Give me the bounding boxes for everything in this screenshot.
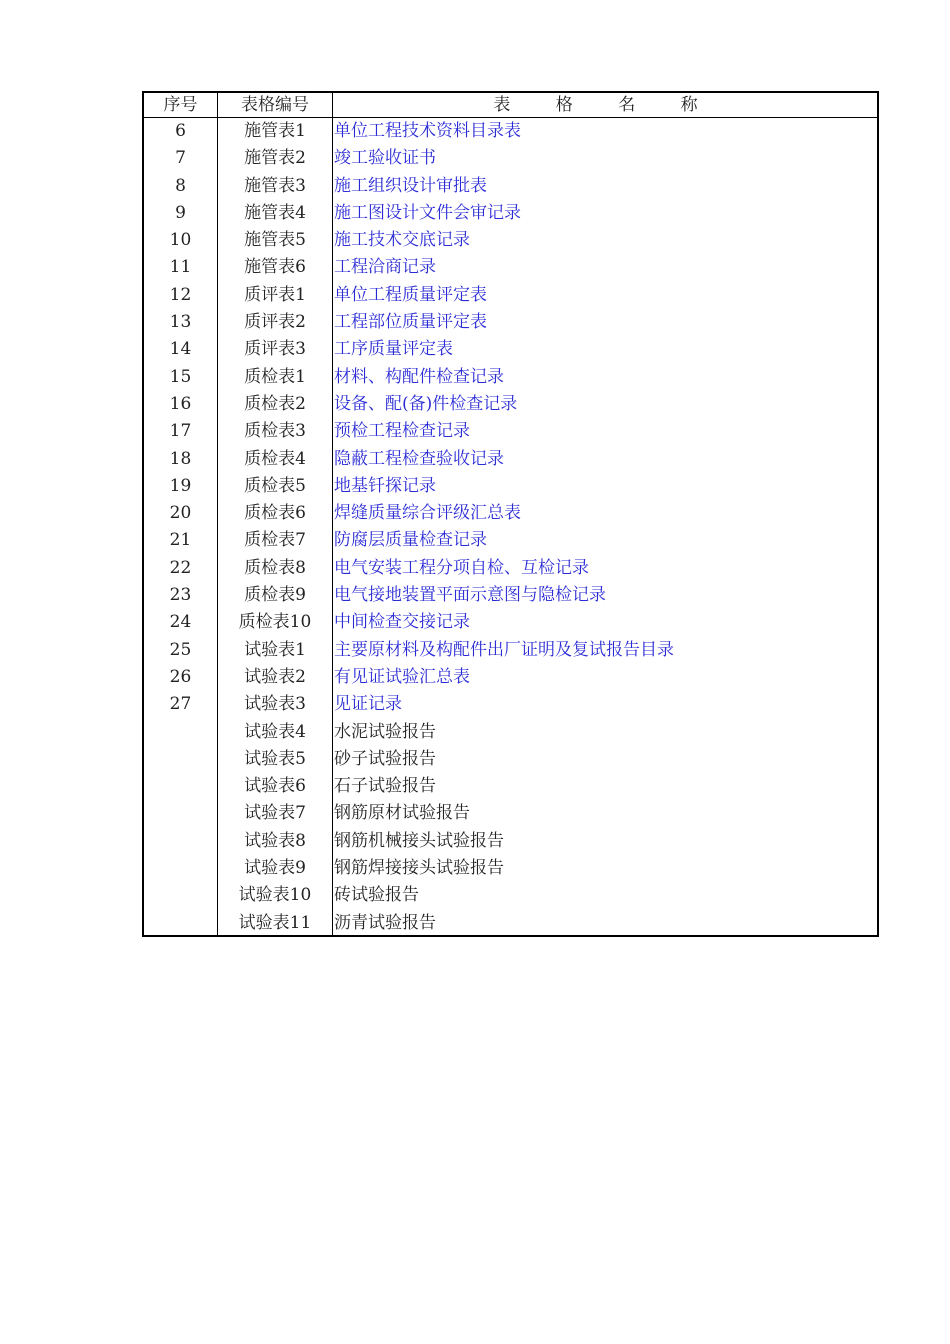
row-seq: 21 — [144, 527, 218, 554]
row-code: 试验表7 — [218, 800, 333, 827]
row-seq: 15 — [144, 364, 218, 391]
table-row — [144, 418, 877, 445]
header-name: 表 格 名 称 — [493, 95, 718, 115]
row-seq — [144, 828, 218, 855]
form-link[interactable]: 电气安装工程分项自检、互检记录 — [334, 557, 589, 578]
table-row — [144, 391, 877, 418]
form-link[interactable]: 电气接地装置平面示意图与隐检记录 — [334, 585, 606, 606]
row-name: 钢筋机械接头试验报告 — [334, 830, 504, 851]
form-link[interactable]: 预检工程检查记录 — [334, 421, 470, 442]
form-link[interactable]: 工序质量评定表 — [334, 339, 453, 360]
row-name: 沥青试验报告 — [334, 912, 436, 933]
row-seq: 20 — [144, 500, 218, 527]
form-link[interactable]: 单位工程技术资料目录表 — [334, 121, 521, 141]
row-seq: 22 — [144, 555, 218, 582]
forms-table — [142, 91, 879, 937]
row-seq: 18 — [144, 446, 218, 473]
form-link[interactable]: 主要原材料及构配件出厂证明及复试报告目录 — [334, 639, 674, 660]
table-row — [144, 828, 877, 855]
row-seq: 23 — [144, 582, 218, 609]
row-code: 施管表1 — [218, 118, 333, 145]
table-row — [144, 637, 877, 664]
row-seq — [144, 910, 218, 937]
table-row — [144, 173, 877, 200]
form-link[interactable]: 施工图设计文件会审记录 — [334, 202, 521, 223]
row-seq — [144, 773, 218, 800]
row-code: 施管表2 — [218, 145, 333, 172]
row-seq: 12 — [144, 282, 218, 309]
row-code: 试验表1 — [218, 637, 333, 664]
row-seq: 14 — [144, 336, 218, 363]
row-code: 施管表3 — [218, 173, 333, 200]
row-code: 质检表8 — [218, 555, 333, 582]
form-link[interactable]: 隐蔽工程检查验收记录 — [334, 448, 504, 469]
form-link[interactable]: 施工技术交底记录 — [334, 230, 470, 251]
table-body — [144, 118, 877, 937]
row-code: 质检表2 — [218, 391, 333, 418]
form-link[interactable]: 防腐层质量检查记录 — [334, 530, 487, 551]
row-code: 施管表5 — [218, 227, 333, 254]
row-code: 质检表1 — [218, 364, 333, 391]
row-code: 质评表1 — [218, 282, 333, 309]
row-name: 钢筋原材试验报告 — [334, 803, 470, 824]
table-row — [144, 336, 877, 363]
form-link[interactable]: 施工组织设计审批表 — [334, 175, 487, 196]
form-link[interactable]: 单位工程质量评定表 — [334, 284, 487, 305]
row-code: 试验表6 — [218, 773, 333, 800]
table-row — [144, 609, 877, 636]
table-row — [144, 910, 877, 937]
row-seq — [144, 800, 218, 827]
table-header — [144, 93, 877, 118]
table-row — [144, 227, 877, 254]
row-code: 试验表3 — [218, 691, 333, 718]
row-name: 钢筋焊接接头试验报告 — [334, 858, 504, 879]
row-name: 水泥试验报告 — [334, 721, 436, 742]
table-row — [144, 746, 877, 773]
table-row — [144, 800, 877, 827]
row-seq: 19 — [144, 473, 218, 500]
table-row — [144, 527, 877, 554]
row-seq: 24 — [144, 609, 218, 636]
row-seq: 10 — [144, 227, 218, 254]
form-link[interactable]: 设备、配(备)件检查记录 — [334, 393, 518, 414]
table-row — [144, 309, 877, 336]
form-link[interactable]: 工程洽商记录 — [334, 257, 436, 278]
row-code: 质检表3 — [218, 418, 333, 445]
table-row — [144, 364, 877, 391]
form-link[interactable]: 工程部位质量评定表 — [334, 312, 487, 333]
row-code: 试验表2 — [218, 664, 333, 691]
table-row — [144, 719, 877, 746]
row-seq: 26 — [144, 664, 218, 691]
row-code: 质评表3 — [218, 336, 333, 363]
row-code: 施管表4 — [218, 200, 333, 227]
row-seq — [144, 855, 218, 882]
table-row — [144, 555, 877, 582]
form-link[interactable]: 焊缝质量综合评级汇总表 — [334, 503, 521, 524]
row-seq: 16 — [144, 391, 218, 418]
row-seq: 27 — [144, 691, 218, 718]
row-seq — [144, 882, 218, 909]
table-row — [144, 773, 877, 800]
table-row — [144, 145, 877, 172]
form-link[interactable]: 竣工验收证书 — [334, 148, 436, 169]
row-code: 质评表2 — [218, 309, 333, 336]
header-code: 表格编号 — [218, 93, 333, 117]
row-name: 砂子试验报告 — [334, 748, 436, 769]
row-seq: 7 — [144, 145, 218, 172]
row-code: 质检表10 — [218, 609, 333, 636]
row-name: 砖试验报告 — [334, 885, 419, 906]
table-row — [144, 473, 877, 500]
table-row — [144, 664, 877, 691]
row-code: 试验表10 — [218, 882, 333, 909]
row-seq: 6 — [144, 118, 218, 145]
row-code: 质检表6 — [218, 500, 333, 527]
table-row — [144, 200, 877, 227]
table-row — [144, 500, 877, 527]
table-row — [144, 282, 877, 309]
table-row — [144, 855, 877, 882]
form-link[interactable]: 见证记录 — [334, 694, 402, 715]
row-code: 质检表7 — [218, 527, 333, 554]
row-code: 质检表9 — [218, 582, 333, 609]
table-row — [144, 691, 877, 718]
row-seq: 25 — [144, 637, 218, 664]
table-row — [144, 254, 877, 281]
row-code: 试验表8 — [218, 828, 333, 855]
row-seq — [144, 719, 218, 746]
row-seq: 13 — [144, 309, 218, 336]
header-seq: 序号 — [144, 93, 218, 117]
row-code: 试验表4 — [218, 719, 333, 746]
form-link[interactable]: 材料、构配件检查记录 — [334, 366, 504, 387]
row-code: 质检表5 — [218, 473, 333, 500]
row-code: 试验表11 — [218, 910, 333, 937]
row-seq: 8 — [144, 173, 218, 200]
row-code: 施管表6 — [218, 254, 333, 281]
row-seq: 9 — [144, 200, 218, 227]
form-link[interactable]: 地基钎探记录 — [334, 475, 436, 496]
table-row — [144, 882, 877, 909]
form-link[interactable]: 有见证试验汇总表 — [334, 666, 470, 687]
row-code: 试验表5 — [218, 746, 333, 773]
row-seq — [144, 746, 218, 773]
row-seq: 11 — [144, 254, 218, 281]
table-row — [144, 582, 877, 609]
row-code: 质检表4 — [218, 446, 333, 473]
form-link[interactable]: 中间检查交接记录 — [334, 612, 470, 633]
row-name: 石子试验报告 — [334, 776, 436, 797]
row-seq: 17 — [144, 418, 218, 445]
table-row — [144, 118, 877, 145]
row-code: 试验表9 — [218, 855, 333, 882]
table-row — [144, 446, 877, 473]
